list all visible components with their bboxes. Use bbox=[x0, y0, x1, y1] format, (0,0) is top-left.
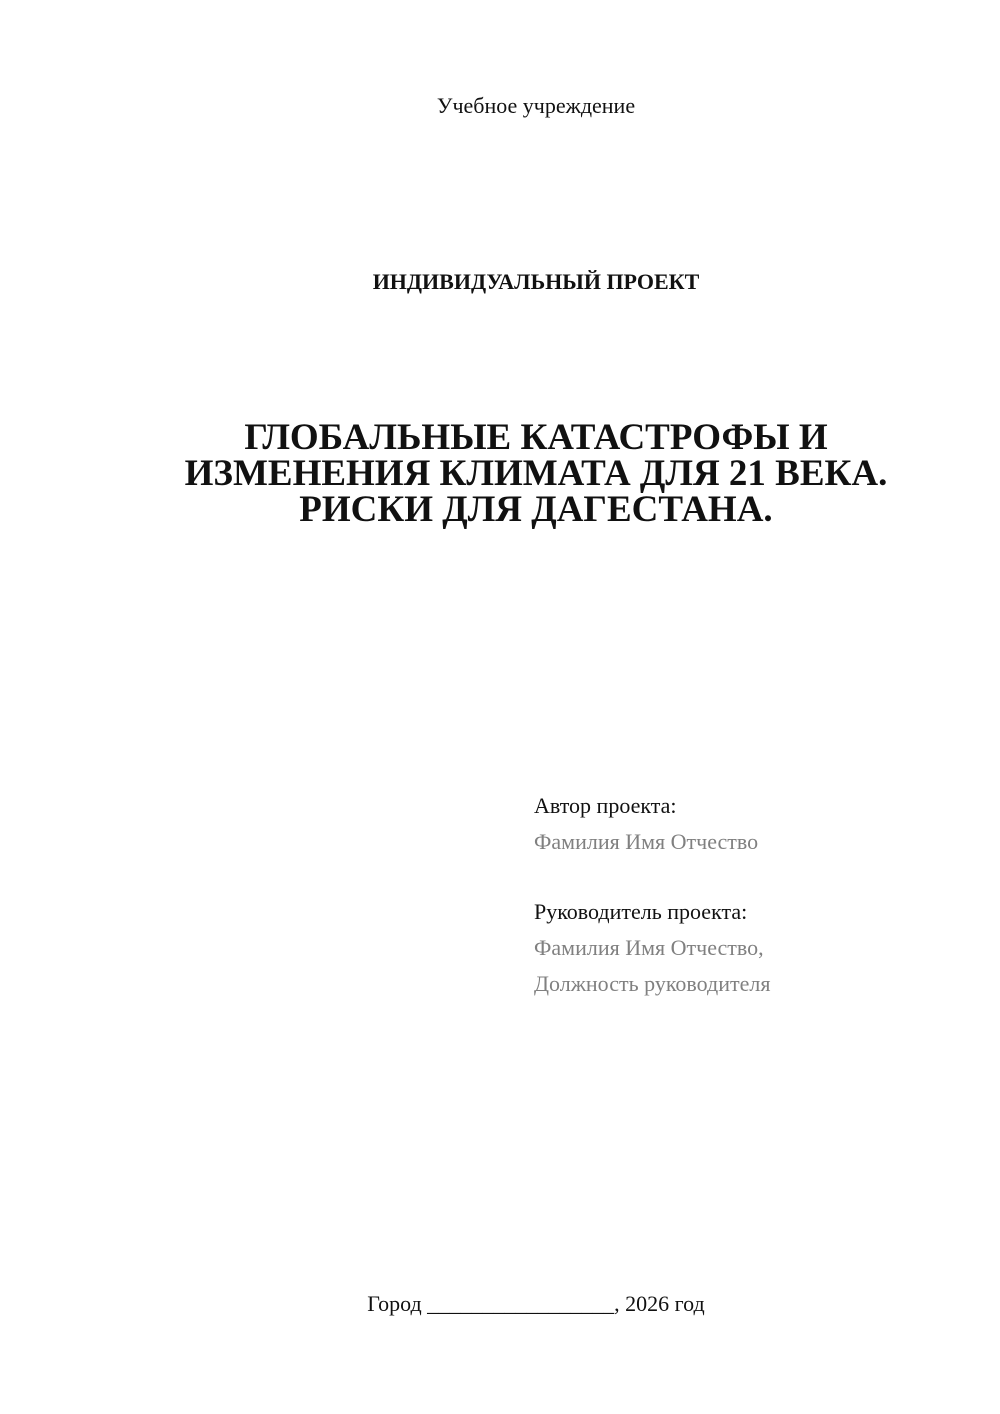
supervisor-label: Руководитель проекта: bbox=[534, 899, 748, 924]
project-title-line-2: ИЗМЕНЕНИЯ КЛИМАТА ДЛЯ 21 ВЕКА. bbox=[184, 453, 888, 494]
city-blank: _________________ bbox=[427, 1291, 615, 1316]
city-year-line bbox=[0, 1290, 1000, 1318]
institution-name: Учебное учреждение bbox=[436, 93, 636, 118]
signature-block bbox=[534, 788, 974, 1002]
year-text: , 2026 год bbox=[614, 1291, 705, 1316]
supervisor-position-placeholder: Должность руководителя bbox=[534, 971, 771, 996]
project-title-line-3: РИСКИ ДЛЯ ДАГЕСТАНА. bbox=[299, 489, 773, 530]
city-label: Город bbox=[367, 1291, 422, 1316]
project-title-line-1: ГЛОБАЛЬНЫЕ КАТАСТРОФЫ И bbox=[244, 417, 828, 458]
document-type: ИНДИВИДУАЛЬНЫЙ ПРОЕКТ bbox=[372, 269, 700, 294]
author-name-placeholder: Фамилия Имя Отчество bbox=[534, 829, 759, 854]
spacer bbox=[534, 860, 974, 894]
author-label: Автор проекта: bbox=[534, 793, 677, 818]
supervisor-name-placeholder: Фамилия Имя Отчество, bbox=[534, 935, 764, 960]
project-title bbox=[140, 417, 932, 530]
